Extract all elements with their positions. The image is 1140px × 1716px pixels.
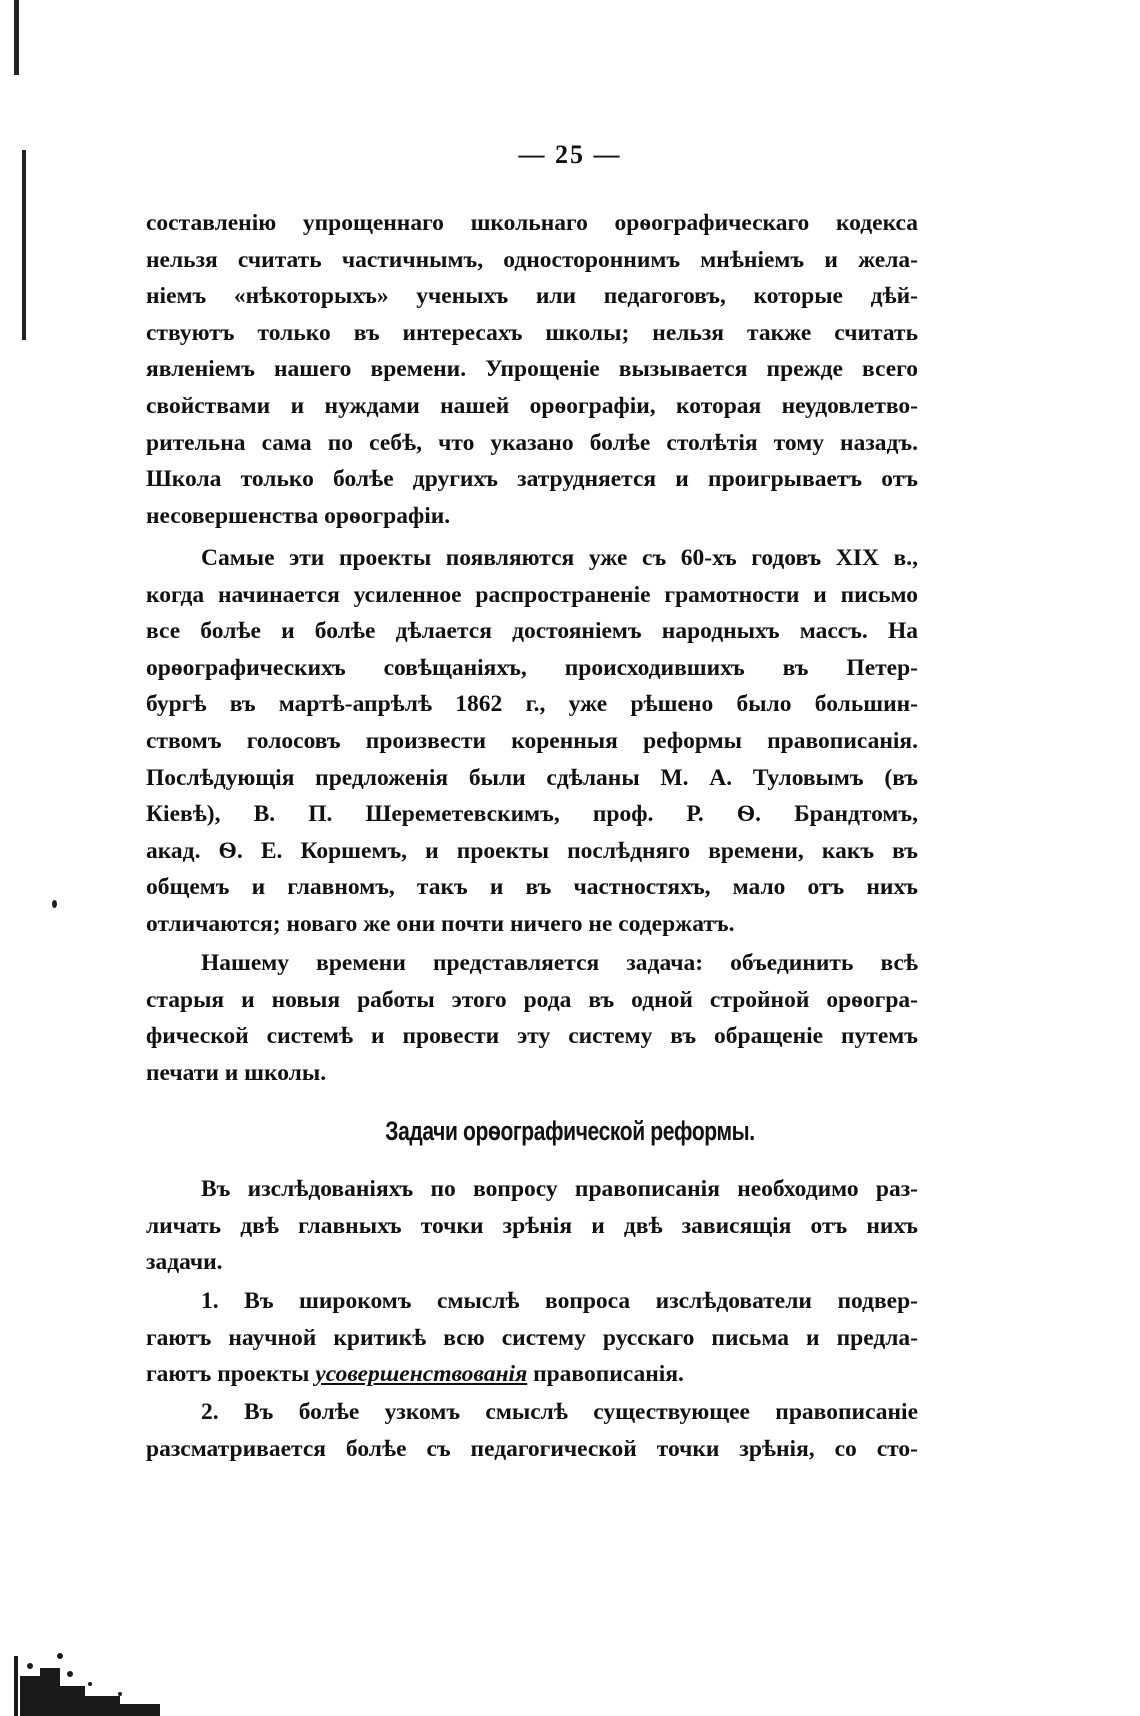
text-line: явленіемъ нашего времени. Упрощеніе вызывается прежде всего: [146, 356, 918, 383]
text-line: акад. Ѳ. Е. Коршемъ, и проекты послѣдняго времени, какъ въ: [146, 837, 918, 864]
text-line: ствомъ голосовъ произвести коренныя реформы правописанія.: [146, 727, 918, 754]
text-line: фической системѣ и провести эту систему въ обращеніе путемъ: [146, 1023, 918, 1050]
text-line: задачи.: [146, 1249, 223, 1276]
text-line: разсматривается болѣе съ педагогической точки зрѣнія, со сто-: [146, 1435, 918, 1462]
text-line: ніемъ «нѣкоторыхъ» ученыхъ или педагоговъ, которые дѣй-: [146, 283, 918, 310]
text-line: рительна сама по себѣ, что указано болѣе столѣтія тому назадъ.: [146, 429, 918, 456]
text-line: Нашему времени представляется задача: объединить всѣ: [201, 950, 918, 976]
text-line: Кіевѣ), В. П. Шереметевскимъ, проф. Р. Ѳ. Брандтомъ,: [146, 801, 918, 828]
text-line: 1. Въ широкомъ смыслѣ вопроса изслѣдователи подвер-: [201, 1288, 918, 1314]
text-line: печати и школы.: [146, 1059, 327, 1086]
text-line: Въ изслѣдованіяхъ по вопросу правописанія необходимо раз-: [201, 1176, 918, 1202]
text-line: бургѣ въ мартѣ-апрѣлѣ 1862 г., уже рѣшено было большин-: [146, 691, 918, 718]
emphasized-term: усовершенствованія: [315, 1361, 528, 1388]
list-item-2: [146, 1394, 918, 1467]
paragraph-continuation: [146, 205, 918, 534]
page-number: — 25 —: [518, 140, 622, 169]
paragraph-task: [146, 945, 918, 1091]
text-line: составленію упрощеннаго школьнаго орѳографическаго кодекса: [146, 210, 918, 236]
text-line: Самые эти проекты появляются уже съ 60-хъ годовъ XIX в.,: [201, 545, 918, 571]
scan-edge-mark-middle: [22, 150, 26, 340]
text-line: Послѣдующія предложенія были сдѣланы М. А. Туловымъ (въ: [146, 764, 918, 791]
text-line: Школа только болѣе другихъ затрудняется и проигрываетъ отъ: [146, 466, 918, 493]
text-line: общемъ и главномъ, такъ и въ частностяхъ, мало отъ нихъ: [146, 874, 918, 901]
paragraph-history: [146, 540, 918, 943]
scan-blot-bottom-left: [0, 1596, 170, 1716]
list-item-1: [146, 1283, 918, 1393]
text-run: правописанія.: [527, 1361, 684, 1388]
text-line: личать двѣ главныхъ точки зрѣнія и двѣ зависящія отъ нихъ: [146, 1212, 918, 1239]
text-line: 2. Въ болѣе узкомъ смыслѣ существующее правописаніе: [201, 1399, 918, 1425]
text-line: свойствами и нуждами нашей орѳографіи, которая неудовлетво-: [146, 392, 918, 419]
text-line: старыя и новыя работы этого рода въ одной стройной орѳогра-: [146, 986, 918, 1013]
scan-speck: [52, 900, 57, 908]
scan-edge-mark-top: [14, 0, 19, 75]
text-line: все болѣе и болѣе дѣлается достояніемъ народныхъ массъ. На: [146, 618, 918, 645]
text-line: гаютъ научной критикѣ всю систему русскаго письма и предла-: [146, 1324, 918, 1351]
text-line: ствуютъ только въ интересахъ школы; нельзя также считать: [146, 319, 918, 346]
text-line: когда начинается усиленное распространеніе грамотности и письмо: [146, 581, 918, 608]
text-line: несовершенства орѳографіи.: [146, 502, 451, 529]
text-line-with-emphasis: [146, 1356, 918, 1393]
section-heading: Задачи орѳографической реформы.: [385, 1116, 755, 1146]
paragraph-intro: [146, 1171, 918, 1281]
text-line: орѳографическихъ совѣщаніяхъ, происходившихъ въ Петер-: [146, 654, 918, 681]
text-line: отличаются; новаго же они почти ничего не содержатъ.: [146, 910, 735, 937]
text-line: нельзя считать частичнымъ, одностороннимъ мнѣніемъ и жела-: [146, 246, 918, 273]
text-run: гаютъ проекты: [146, 1361, 316, 1388]
